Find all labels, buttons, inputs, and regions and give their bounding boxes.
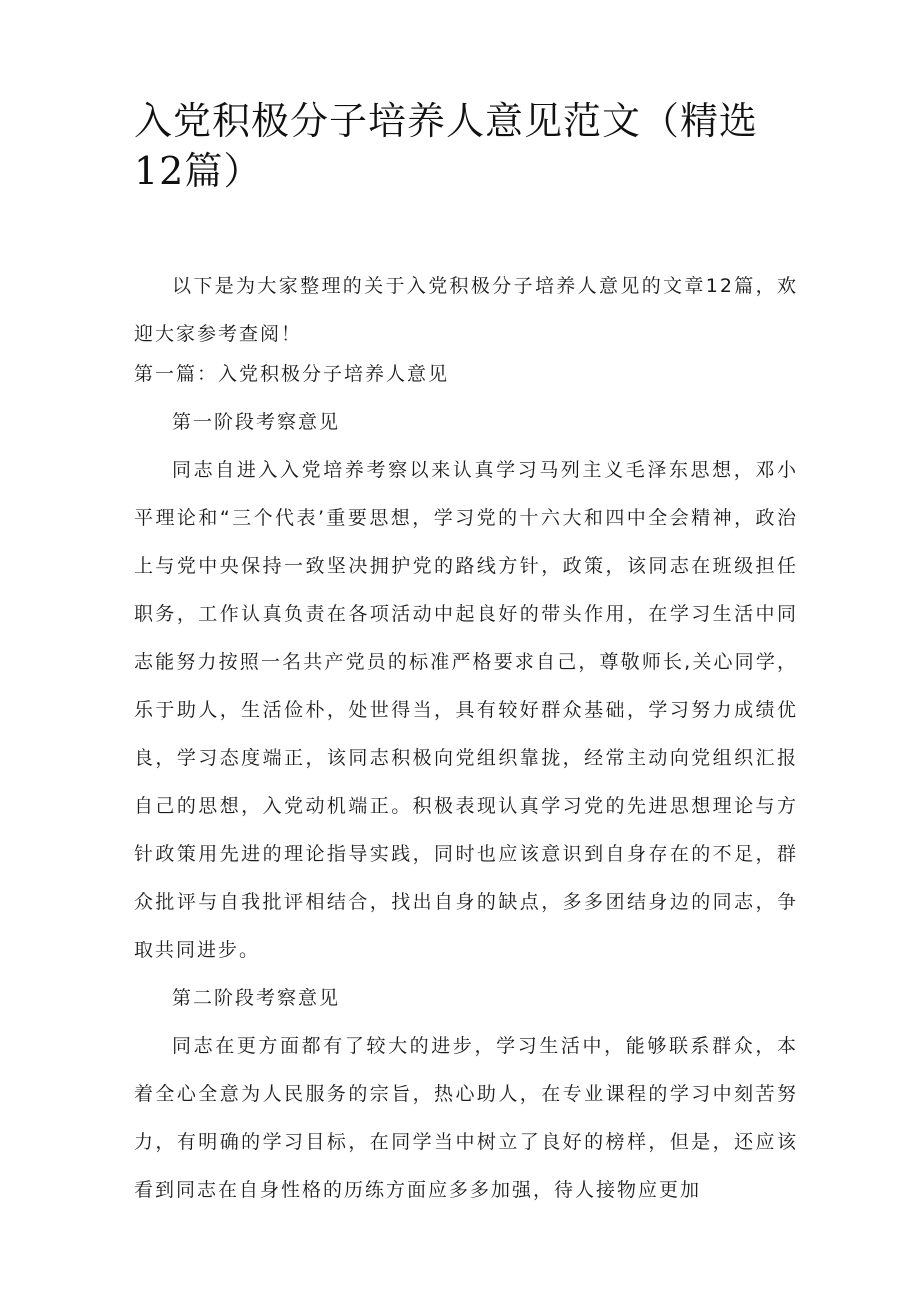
stage2-heading: 第二阶段考察意见 [172, 987, 341, 1009]
stage1-paragraph: 同志自进入入党培养考察以来认真学习马列主义毛泽东思想，邓小平理论和“三个代表’重要思想，学习党的十六大和四中全会精神，政治上与党中央保持一致坚决拥护党的路线方针，政策，该同志在班级担任职务，工作认真负责在各项活动中起良好的带头作用，在学习生活中同志能努力按照一名共产党员的标准严格要求自己，尊敬师长,关心同学，乐于助人，生活俭朴，处世得当，具有较好群众基础，学习努力成绩优良，学习态度端正，该同志积极向党组织靠拢，经常主动向党组织汇报自己的思想，入党动机端正。积极表现认真学习党的先进思想理论与方针政策用先进的理论指导实践，同时也应该意识到自身存在的不足，群众批评与自我批评相结合，找出自身的缺点，多多团结身边的同志，争取共同进步。 [134, 459, 798, 961]
document-body [134, 262, 798, 1214]
stage1-heading: 第一阶段考察意见 [172, 411, 341, 433]
intro-paragraph: 以下是为大家整理的关于入党积极分子培养人意见的文章12篇，欢迎大家参考查阅！ [134, 275, 798, 345]
document-title: 入党积极分子培养人意见范文（精选12篇） [134, 99, 759, 193]
section-heading: 第一篇：入党积极分子培养人意见 [134, 363, 450, 385]
stage2-paragraph: 同志在更方面都有了较大的进步，学习生活中，能够联系群众，本着全心全意为人民服务的宗旨，热心助人，在专业课程的学习中刻苦努力，有明确的学习目标，在同学当中树立了良好的榜样，但是，还应该看到同志在自身性格的历练方面应多多加强，待人接物应更加 [134, 1035, 798, 1201]
